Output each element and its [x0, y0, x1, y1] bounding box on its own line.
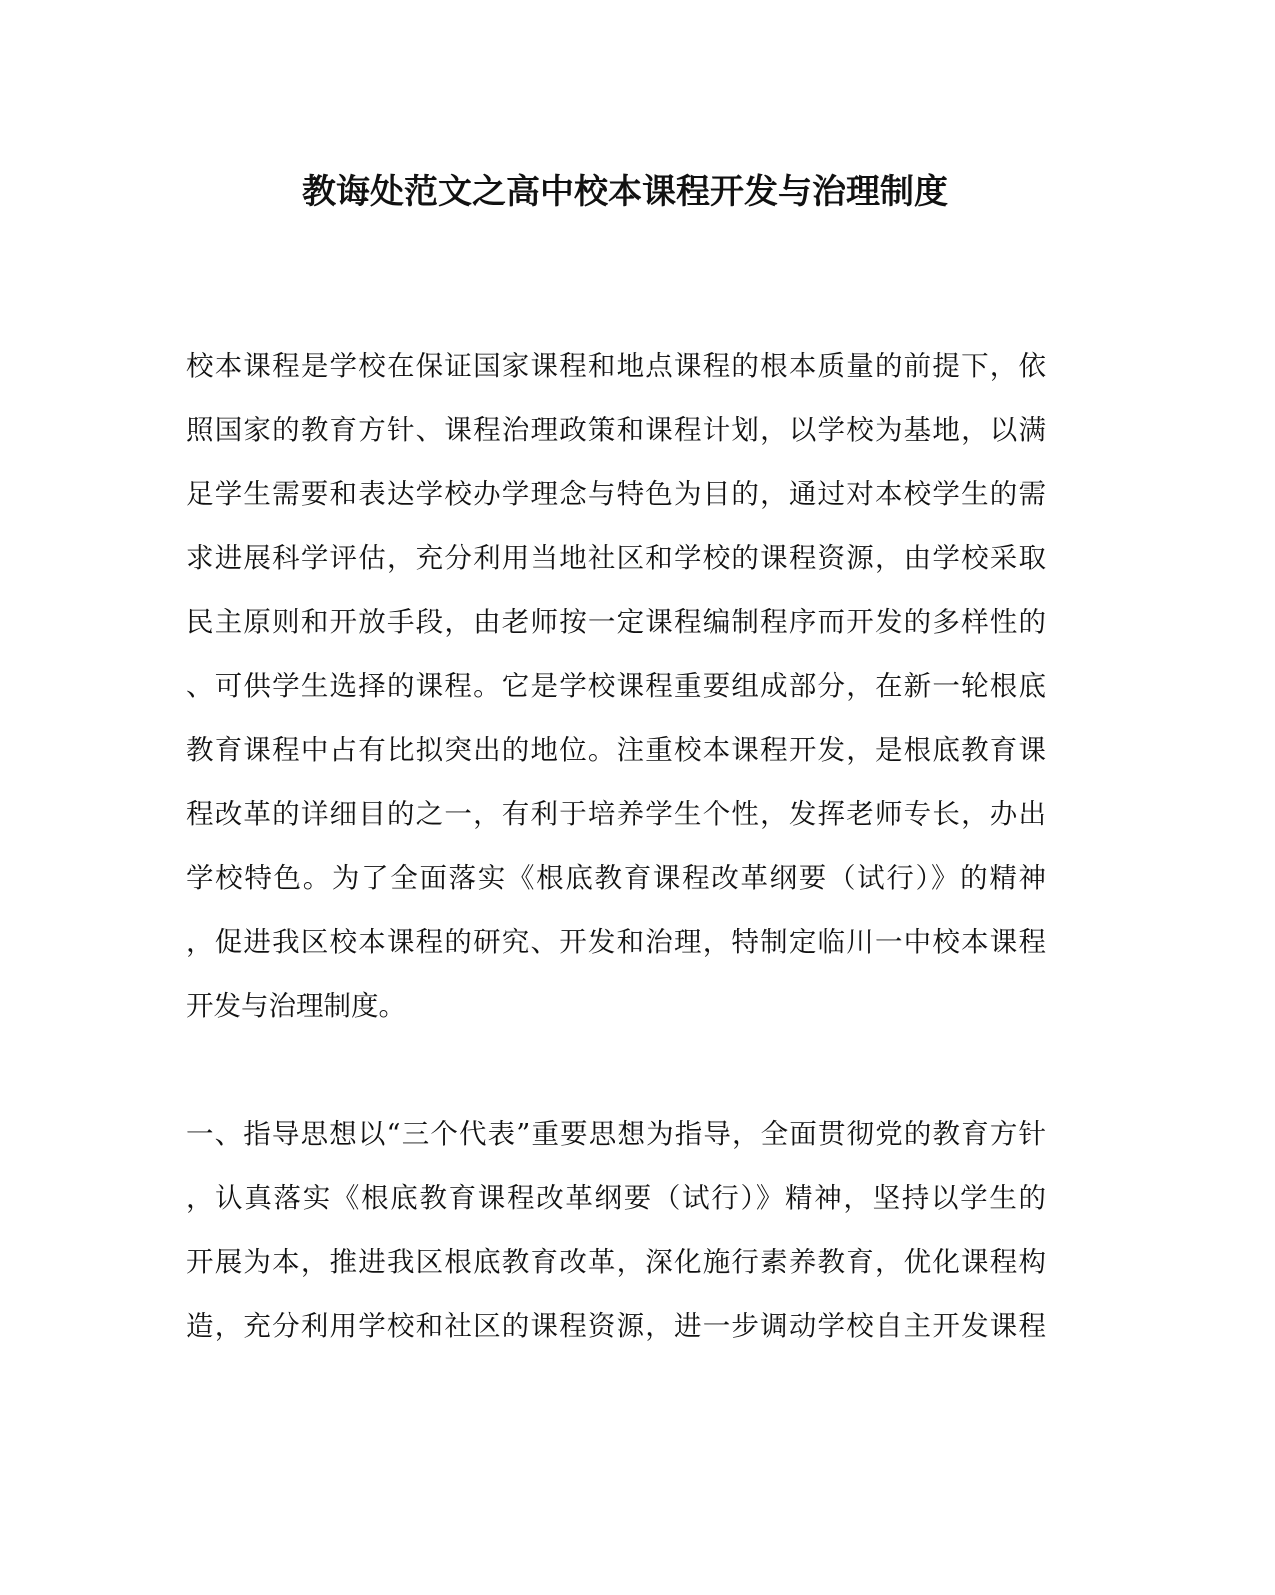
paragraph-line: 校本课程是学校在保证国家课程和地点课程的根本质量的前提下，依 — [186, 350, 1046, 382]
paragraph-line: 求进展科学评估，充分利用当地社区和学校的课程资源，由学校采取 — [186, 542, 1046, 574]
document-title: 教诲处范文之高中校本课程开发与治理制度 — [302, 172, 948, 212]
paragraph-line: 、可供学生选择的课程。它是学校课程重要组成部分，在新一轮根底 — [186, 670, 1046, 702]
paragraph-line: 足学生需要和表达学校办学理念与特色为目的，通过对本校学生的需 — [186, 478, 1046, 510]
paragraph-line: ，认真落实《根底教育课程改革纲要（试行）》精神，坚持以学生的 — [186, 1182, 1046, 1214]
paragraph-line: ，促进我区校本课程的研究、开发和治理，特制定临川一中校本课程 — [186, 926, 1046, 958]
paragraph-line: 照国家的教育方针、课程治理政策和课程计划，以学校为基地，以满 — [186, 414, 1046, 446]
paragraph-line: 程改革的详细目的之一，有利于培养学生个性，发挥老师专长，办出 — [186, 798, 1046, 830]
paragraph-line: 教育课程中占有比拟突出的地位。注重校本课程开发，是根底教育课 — [186, 734, 1046, 766]
paragraph-line: 开发与治理制度。 — [186, 990, 406, 1022]
paragraph-line: 造，充分利用学校和社区的课程资源，进一步调动学校自主开发课程 — [186, 1310, 1046, 1342]
paragraph-line: 学校特色。为了全面落实《根底教育课程改革纲要（试行）》的精神 — [186, 862, 1046, 894]
paragraph-line: 开展为本，推进我区根底教育改革，深化施行素养教育，优化课程构 — [186, 1246, 1046, 1278]
paragraph-line: 民主原则和开放手段，由老师按一定课程编制程序而开发的多样性的 — [186, 606, 1046, 638]
paragraph-line: 一、指导思想以“三个代表”重要思想为指导，全面贯彻党的教育方针 — [186, 1118, 1046, 1150]
